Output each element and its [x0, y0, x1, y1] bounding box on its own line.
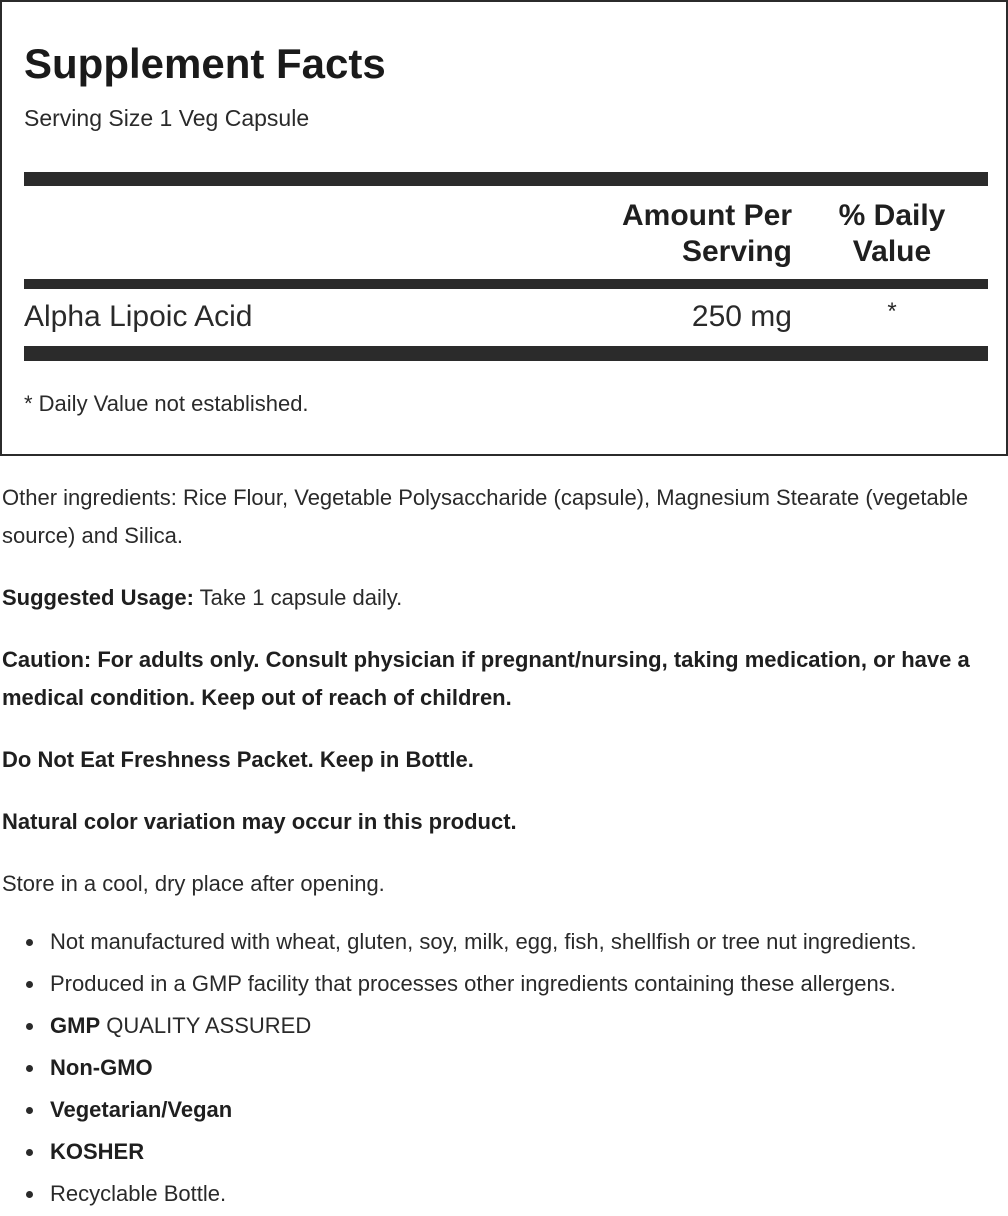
list-item-text: Recyclable Bottle.: [50, 1181, 227, 1206]
bullet-icon: [26, 939, 33, 946]
list-item-bold: Vegetarian/Vegan: [50, 1097, 233, 1122]
divider-bar-middle: [24, 279, 988, 289]
bullet-icon: [26, 1023, 33, 1030]
bullet-icon: [26, 981, 33, 988]
caution-text: Caution: For adults only. Consult physician if pregnant/nursing, taking medication, or have a medical condition. Keep out of reach of children.: [2, 647, 970, 710]
bullet-icon: [26, 1065, 33, 1072]
suggested-usage-text: Take 1 capsule daily.: [193, 585, 403, 610]
list-item: [0, 1006, 1000, 1048]
serving-size: Serving Size 1 Veg Capsule: [24, 105, 310, 131]
product-features-list: [0, 922, 1000, 1216]
dv-header-line1: % Daily: [838, 199, 946, 232]
list-item-text: QUALITY ASSURED: [100, 1013, 312, 1038]
facts-title: Supplement Facts: [24, 40, 386, 87]
nutrient-amount: 250 mg: [691, 300, 792, 333]
bullet-icon: [26, 1107, 33, 1114]
supplement-facts-panel: [0, 0, 1008, 456]
amount-header-line2: Serving: [681, 235, 792, 268]
list-item: [0, 1048, 1000, 1090]
list-item: [0, 1132, 1000, 1174]
bullet-icon: [26, 1149, 33, 1156]
dv-header-line2: Value: [852, 235, 932, 268]
list-item-bold: Non-GMO: [50, 1055, 153, 1080]
bullet-icon: [26, 1191, 33, 1198]
suggested-usage: [2, 579, 992, 617]
list-item-bold: KOSHER: [50, 1139, 145, 1164]
nutrient-name: Alpha Lipoic Acid: [24, 300, 253, 333]
divider-bar-top: [24, 172, 988, 186]
list-item-text: Not manufactured with wheat, gluten, soy, milk, egg, fish, shellfish or tree nut ingredients.: [50, 929, 917, 954]
suggested-usage-label: Suggested Usage:: [2, 585, 194, 610]
freshness-packet-warning: Do Not Eat Freshness Packet. Keep in Bottle.: [2, 747, 474, 772]
list-item: [0, 964, 1000, 1006]
storage-instructions: Store in a cool, dry place after opening.: [2, 871, 385, 896]
daily-value-footnote: * Daily Value not established.: [24, 391, 309, 416]
list-item-text: Produced in a GMP facility that processes other ingredients containing these allergens.: [50, 971, 896, 996]
list-item: [0, 922, 1000, 964]
list-item: [0, 1090, 1000, 1132]
divider-bar-bottom: [24, 346, 988, 361]
color-variation-note: Natural color variation may occur in this product.: [2, 809, 517, 834]
other-ingredients: Other ingredients: Rice Flour, Vegetable Polysaccharide (capsule), Magnesium Stearate (vegetable source) and Silica.: [2, 485, 969, 548]
daily-value-header: [824, 198, 960, 270]
amount-per-serving-header: [572, 198, 792, 270]
list-item-bold: GMP: [50, 1013, 101, 1038]
amount-header-line1: Amount Per: [621, 199, 792, 232]
nutrient-daily-value: *: [887, 298, 897, 325]
